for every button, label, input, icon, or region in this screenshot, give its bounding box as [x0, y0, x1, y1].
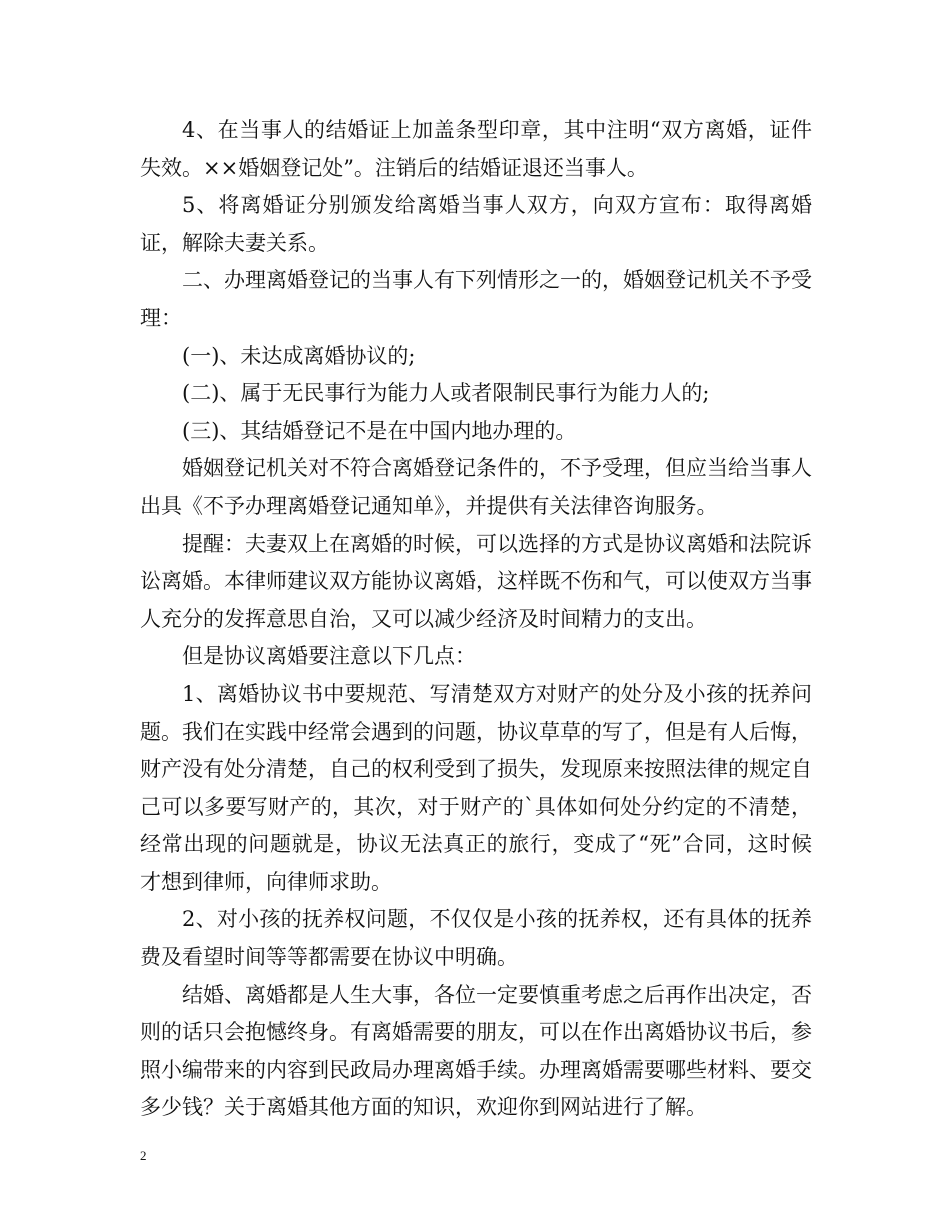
paragraph-case-2: (二)、属于无民事行为能力人或者限制民事行为能力人的;: [182, 381, 710, 406]
paragraph-rejection-notice: 婚姻登记机关对不符合离婚登记条件的，不予受理，但应当给当事人出具《不予办理离婚登记通知单》，并提供有关法律咨询服务。: [140, 456, 812, 518]
paragraph-section-2: 二、办理离婚登记的当事人有下列情形之一的，婚姻登记机关不予受理：: [140, 268, 812, 330]
paragraph-step-4: 4、在当事人的结婚证上加盖条型印章，其中注明“双方离婚，证件失效。××婚姻登记处”。注销后的结婚证退还当事人。: [140, 118, 812, 180]
document-body: [140, 112, 812, 1127]
paragraph-case-3: (三)、其结婚登记不是在中国内地办理的。: [182, 418, 577, 443]
paragraph-step-5: 5、将离婚证分别颁发给离婚当事人双方，向双方宣布：取得离婚证，解除夫妻关系。: [140, 193, 812, 255]
paragraph-reminder: 提醒：夫妻双上在离婚的时候，可以选择的方式是协议离婚和法院诉讼离婚。本律师建议双方能协议离婚，这样既不伤和气，可以使双方当事人充分的发挥意思自治，又可以减少经济及时间精力的支出。: [140, 531, 812, 631]
page-number: 2: [140, 1148, 147, 1163]
paragraph-conclusion: 结婚、离婚都是人生大事，各位一定要慎重考虑之后再作出决定，否则的话只会抱憾终身。有离婚需要的朋友，可以在作出离婚协议书后，参照小编带来的内容到民政局办理离婚手续。办理离婚需要哪些材料、要交多少钱？关于离婚其他方面的知识，欢迎你到网站进行了解。: [140, 982, 812, 1120]
paragraph-note-1: 1、离婚协议书中要规范、写清楚双方对财产的处分及小孩的抚养问题。我们在实践中经常会遇到的问题，协议草草的写了，但是有人后悔，财产没有处分清楚，自己的权利受到了损失，发现原来按照法律的规定自己可以多要写财产的，其次，对于财产的`具体如何处分约定的不清楚，经常出现的问题就是，协议无法真正的旅行，变成了“死”合同，这时候才想到律师，向律师求助。: [140, 681, 812, 894]
paragraph-note-2: 2、对小孩的抚养权问题，不仅仅是小孩的抚养权，还有具体的抚养费及看望时间等等都需要在协议中明确。: [140, 907, 812, 970]
paragraph-case-1: (一)、未达成离婚协议的;: [182, 343, 416, 368]
paragraph-notes-intro: 但是协议离婚要注意以下几点：: [182, 644, 476, 669]
